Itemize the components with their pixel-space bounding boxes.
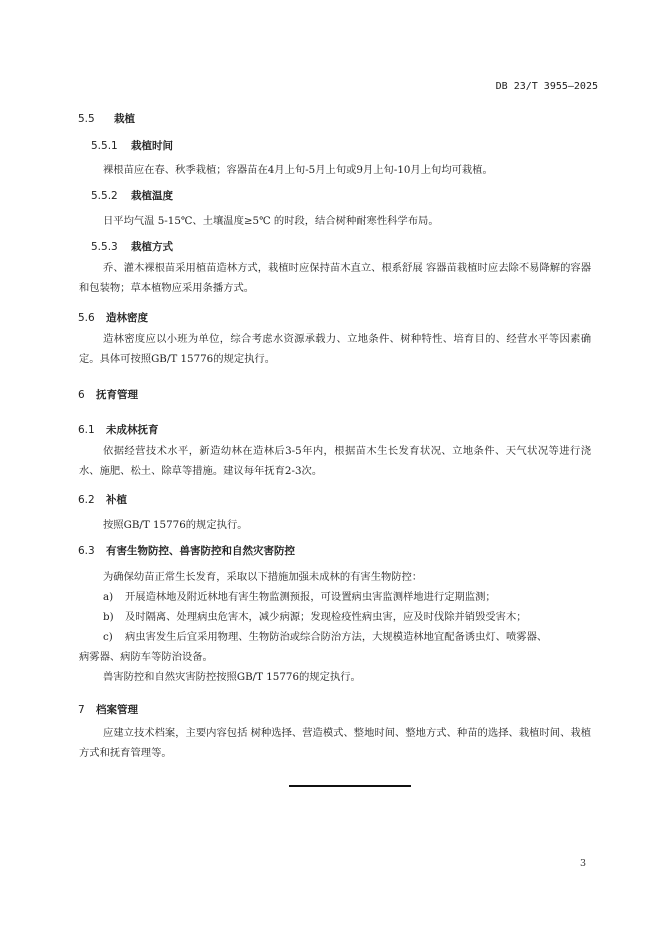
list-item-c (103, 628, 547, 643)
heading-5-6 (78, 310, 148, 325)
paragraph-6-1: 依据经营技术水平，新造幼林在造林后3-5年内，根据苗木生长发育状况、立地条件、天气状况等进行浇水、施肥、松土、除草等措施。建议每年抚育2-3次。 (79, 445, 591, 477)
heading-number: 5.5.3 (91, 241, 118, 253)
list-item-text: 病虫害发生后宜采用物理、生物防治或综合防治方法，大规模造林地宜配备诱虫灯、喷雾器、 (125, 631, 548, 643)
list-item-c-continuation: 病雾器、病防车等防治设备。 (79, 651, 213, 663)
heading-number: 6.3 (78, 545, 95, 557)
end-rule (289, 785, 411, 787)
page-number: 3 (580, 858, 587, 869)
heading-6-1 (78, 422, 159, 437)
heading-number: 7 (78, 704, 85, 716)
heading-title: 栽植温度 (131, 190, 173, 202)
heading-number: 6.1 (78, 424, 95, 436)
heading-title: 未成林抚育 (106, 424, 159, 436)
paragraph-7: 应建立技术档案，主要内容包括 树种选择、营造模式、整地时间、整地方式、种苗的选择、栽植时间、栽植方式和抚育管理等。 (79, 727, 591, 759)
list-item-label: c) (103, 631, 113, 643)
heading-title: 补植 (106, 494, 127, 506)
heading-title: 抚育管理 (96, 389, 138, 401)
heading-number: 5.6 (78, 312, 95, 324)
heading-6 (78, 387, 138, 402)
heading-title: 栽植方式 (131, 241, 173, 253)
list-item-text: 开展造林地及附近林地有害生物监测预报，可设置病虫害监测样地进行定期监测； (125, 591, 496, 603)
heading-number: 6 (78, 389, 85, 401)
heading-5-5 (78, 111, 135, 126)
heading-5-5-2 (91, 188, 173, 203)
heading-number: 5.5.2 (91, 190, 118, 202)
heading-6-2 (78, 492, 127, 507)
paragraph-5-5-2: 日平均气温 5-15℃、土壤温度≥5℃ 的时段，结合树种耐寒性科学布局。 (103, 215, 439, 227)
heading-title: 有害生物防控、兽害防控和自然灾害防控 (106, 545, 295, 557)
list-item-label: b) (103, 611, 114, 623)
paragraph-5-6: 造林密度应以小班为单位，综合考虑水资源承载力、立地条件、树种特性、培育目的、经营水平等因素确定。具体可按照GB/T 15776的规定执行。 (79, 333, 591, 365)
paragraph-5-5-1: 裸根苗应在春、秋季栽植；容器苗在4月上旬-5月上旬或9月上旬-10月上旬均可栽植。 (103, 164, 493, 176)
heading-number: 6.2 (78, 494, 95, 506)
paragraph-6-3-closing: 兽害防控和自然灾害防控按照GB/T 15776的规定执行。 (103, 671, 361, 683)
heading-number: 5.5 (78, 113, 95, 125)
heading-title: 造林密度 (106, 312, 148, 324)
list-item-b (103, 608, 527, 623)
heading-5-5-3 (91, 239, 173, 254)
heading-number: 5.5.1 (91, 140, 118, 152)
heading-7 (78, 702, 138, 717)
heading-6-3 (78, 543, 295, 558)
paragraph-6-3-intro: 为确保幼苗正常生长发育，采取以下措施加强未成林的有害生物防控： (103, 571, 423, 583)
document-code: DB 23/T 3955—2025 (495, 81, 598, 92)
heading-5-5-1 (91, 138, 173, 153)
list-item-text: 及时隔离、处理病虫危害木，减少病源；发现检疫性病虫害，应及时伐除并销毁受害木； (125, 611, 527, 623)
heading-title: 栽植 (114, 113, 135, 125)
list-item-label: a) (103, 591, 114, 603)
list-item-a (103, 588, 496, 603)
heading-title: 栽植时间 (131, 140, 173, 152)
heading-title: 档案管理 (96, 704, 138, 716)
paragraph-6-2: 按照GB/T 15776的规定执行。 (103, 519, 248, 531)
paragraph-5-5-3: 乔、灌木裸根苗采用植苗造林方式，栽植时应保持苗木直立、根系舒展 容器苗栽植时应去除不易降解的容器和包装物；草本植物应采用条播方式。 (79, 262, 591, 294)
